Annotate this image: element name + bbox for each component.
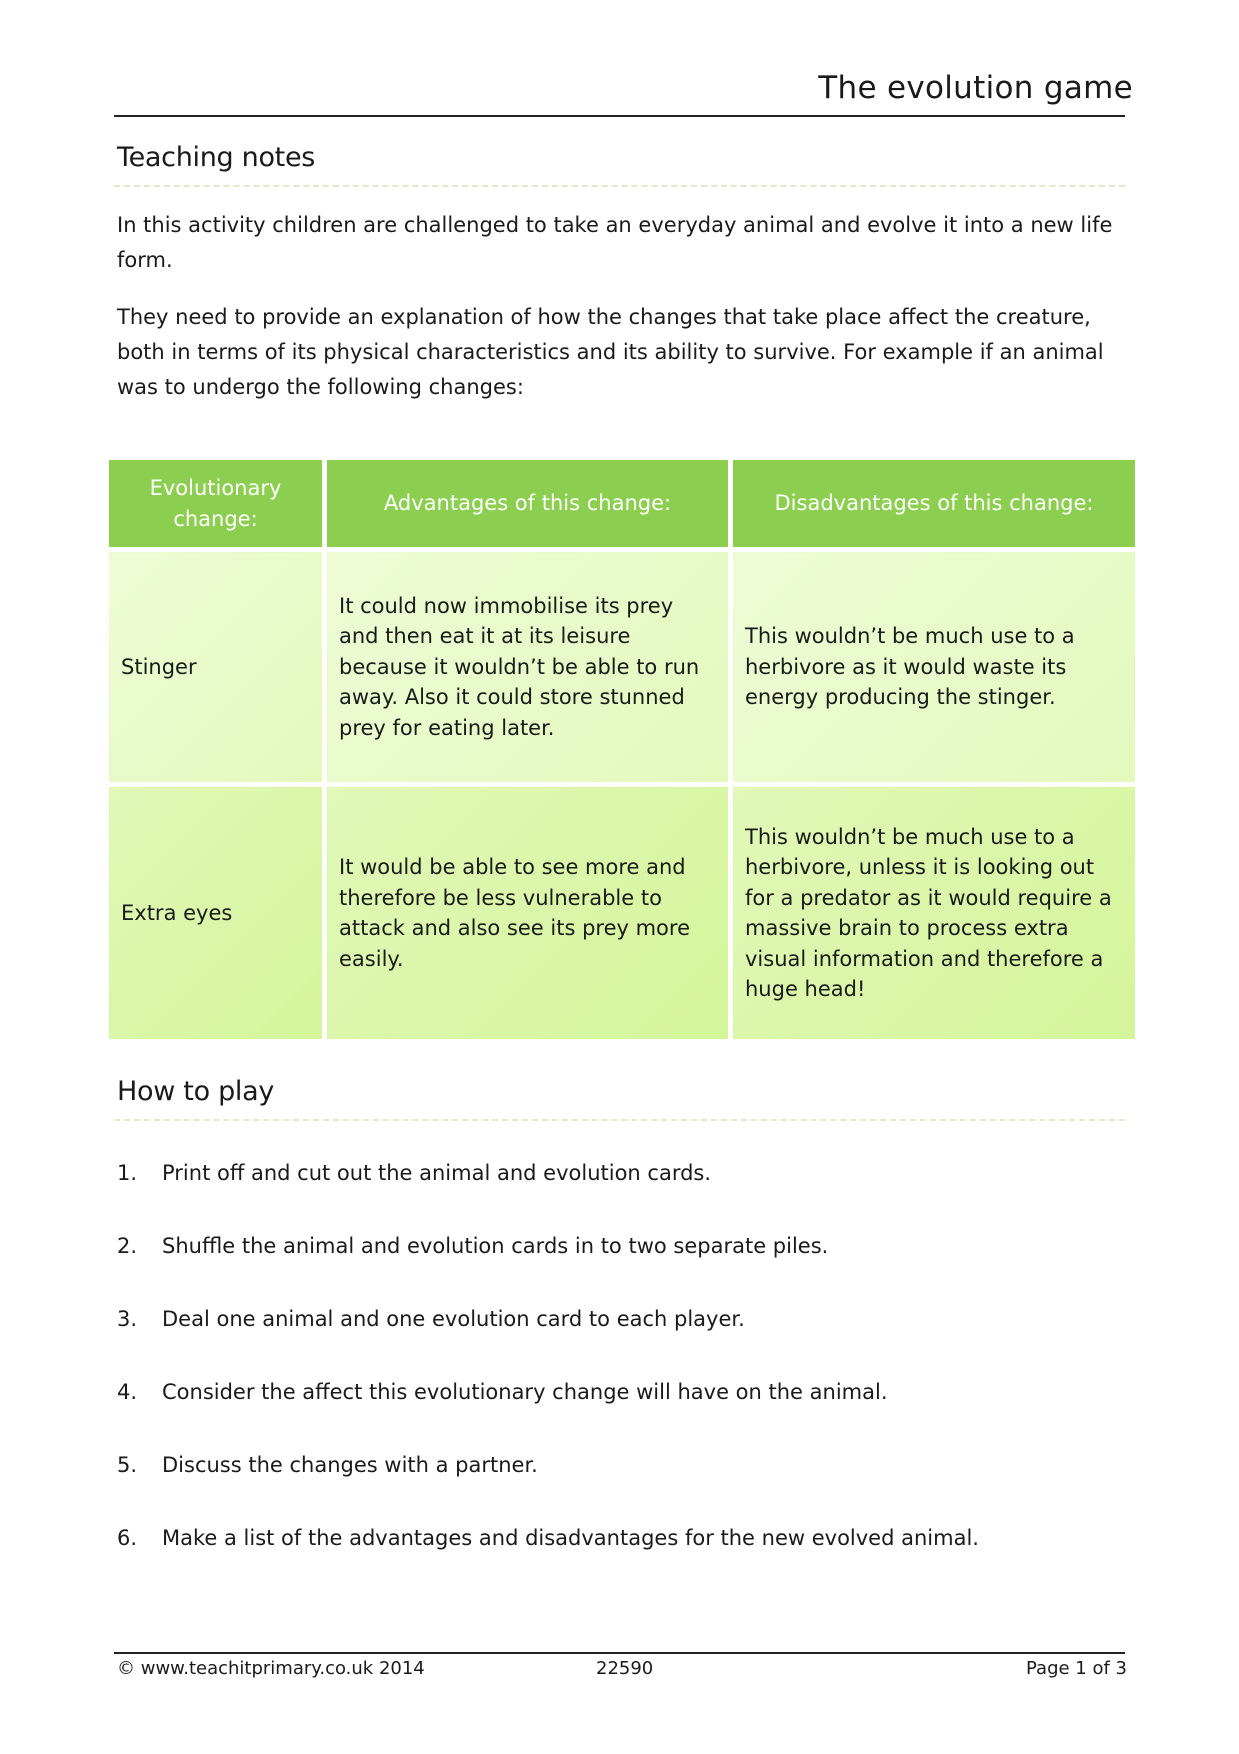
table-row [107,550,1138,785]
section-divider [114,1119,1125,1121]
column-header-disadvantages: Disadvantages of this change: [731,458,1138,550]
step-number: 3. [117,1307,138,1331]
step-text: Make a list of the advantages and disadvantages for the new evolved animal. [162,1526,979,1550]
change-cell: Extra eyes [107,785,325,1042]
section-divider [114,185,1125,187]
footer-divider [114,1652,1125,1654]
column-header-advantages: Advantages of this change: [325,458,731,550]
column-header-change: Evolutionary change: [107,458,325,550]
table-header-row [107,458,1138,550]
document-title: The evolution game [818,70,1133,106]
step-number: 4. [117,1380,138,1404]
advantages-cell: It would be able to see more and therefore be less vulnerable to attack and also see its prey more easily. [325,785,731,1042]
step-number: 5. [117,1453,138,1477]
footer-page-number: Page 1 of 3 [1026,1658,1127,1679]
intro-paragraph: In this activity children are challenged to take an everyday animal and evolve it into a new life form. [117,213,1113,272]
step-number: 6. [117,1526,138,1550]
table-row [107,785,1138,1042]
step-number: 2. [117,1234,138,1258]
teaching-notes-heading: Teaching notes [117,142,316,173]
step-number: 1. [117,1161,138,1185]
disadvantages-cell: This wouldn’t be much use to a herbivore, unless it is looking out for a predator as it would require a massive brain to process extra visual information and therefore a huge head! [731,785,1138,1042]
how-to-play-heading: How to play [117,1076,275,1107]
disadvantages-cell: This wouldn’t be much use to a herbivore as it would waste its energy producing the stinger. [731,550,1138,785]
footer-copyright: © www.teachitprimary.co.uk 2014 [117,1658,425,1679]
advantages-cell: It could now immobilise its prey and then eat it at its leisure because it wouldn’t be able to run away. Also it could store stunned prey for eating later. [325,550,731,785]
footer-resource-code: 22590 [596,1658,654,1679]
step-text: Deal one animal and one evolution card to each player. [162,1307,745,1331]
explanation-paragraph: They need to provide an explanation of how the changes that take place affect the creature, both in terms of its physical characteristics and its ability to survive. For example if an animal was to undergo the following changes: [117,305,1104,399]
step-text: Discuss the changes with a partner. [162,1453,538,1477]
change-cell: Stinger [107,550,325,785]
step-text: Shuffle the animal and evolution cards in to two separate piles. [162,1234,829,1258]
header-divider [114,115,1125,117]
step-text: Print off and cut out the animal and evolution cards. [162,1161,712,1185]
step-text: Consider the affect this evolutionary change will have on the animal. [162,1380,888,1404]
evolution-table [104,455,1140,1044]
